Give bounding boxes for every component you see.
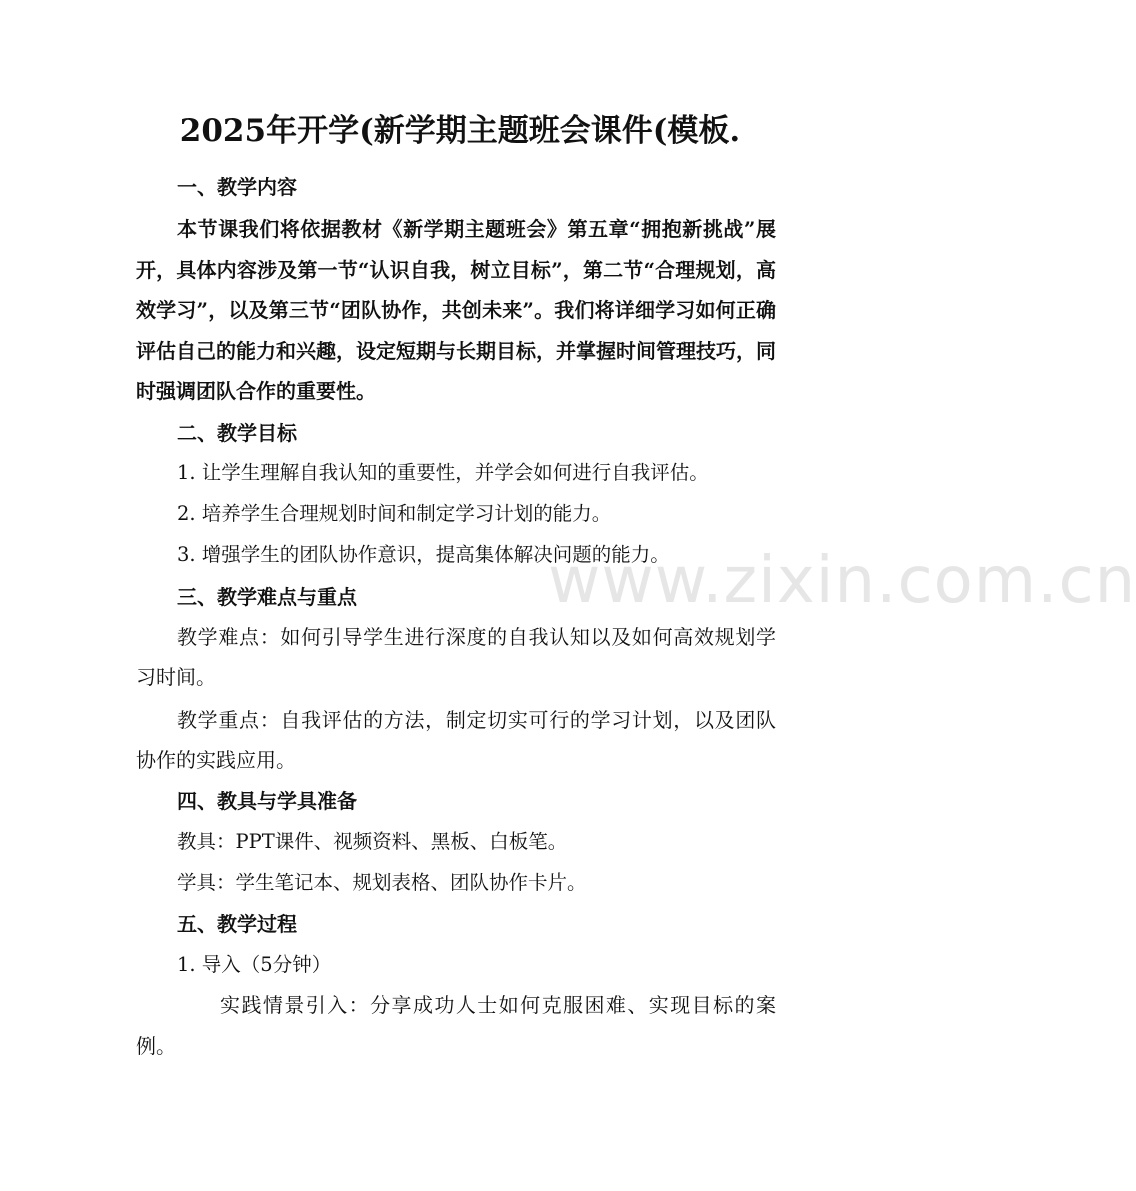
section-heading-content: 一、教学内容 [177, 175, 297, 199]
goal-item-1: 1. 让学生理解自我认知的重要性，并学会如何进行自我评估。 [177, 461, 709, 484]
section-heading-process: 五、教学过程 [177, 912, 297, 936]
section-heading-difficulties: 三、教学难点与重点 [177, 585, 357, 609]
goal-item-2: 2. 培养学生合理规划时间和制定学习计划的能力。 [177, 502, 612, 525]
document-title: 2025年开学(新学期主题班会课件(模板. [179, 113, 741, 149]
process-step-1-detail: 实践情景引入：分享成功人士如何克服困难、实现目标的案例。 [136, 993, 776, 1058]
watermark: www.zixin.com.cn [548, 544, 1136, 618]
key-point-paragraph: 教学重点：自我评估的方法，制定切实可行的学习计划，以及团队协作的实践应用。 [136, 708, 776, 772]
teacher-tools: 教具：PPT课件、视频资料、黑板、白板笔。 [177, 830, 568, 853]
process-step-1: 1. 导入（5分钟） [177, 953, 332, 976]
goal-item-3: 3. 增强学生的团队协作意识，提高集体解决问题的能力。 [177, 543, 670, 566]
section-heading-tools: 四、教具与学具准备 [177, 789, 357, 813]
content-paragraph: 本节课我们将依据教材《新学期主题班会》第五章“拥抱新挑战”展开，具体内容涉及第一节“认识自我，树立目标”，第二节“合理规划，高效学习”，以及第三节“团队协作，共创未来”。我们将详细学习如何正确评估自己的能力和兴趣，设定短期与长期目标，并掌握时间管理技巧，同时强调团队合作的重要性。 [136, 217, 776, 403]
difficulty-paragraph: 教学难点：如何引导学生进行深度的自我认知以及如何高效规划学习时间。 [136, 625, 776, 689]
student-tools: 学具：学生笔记本、规划表格、团队协作卡片。 [177, 871, 587, 894]
section-heading-goals: 二、教学目标 [177, 421, 297, 445]
